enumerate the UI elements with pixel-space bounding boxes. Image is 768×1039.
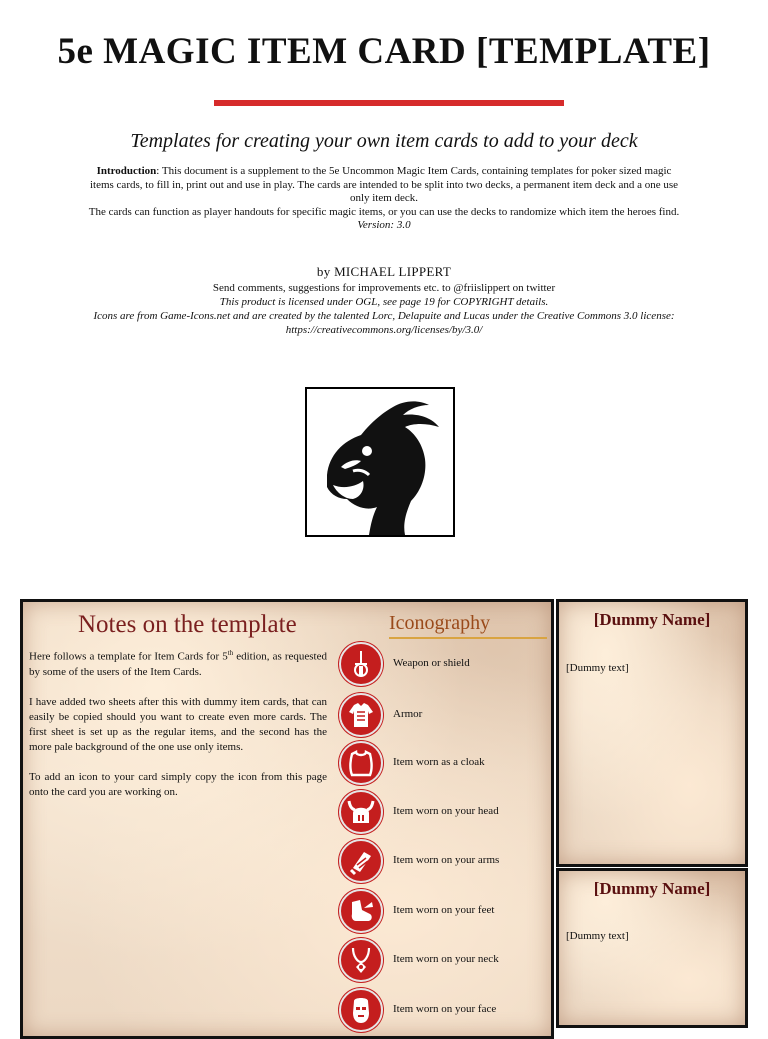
icon-label: Item worn on your arms — [393, 854, 500, 866]
icon-label: Armor — [393, 708, 423, 720]
card-name: [Dummy Name] — [593, 879, 711, 898]
sword-shield-icon — [339, 642, 383, 686]
icon-credit-line: Icons are from Game-Icons.net and are created by the talented Lorc, Delapuite and Lucas under the Creative Commons 3.0 license: https://creativecommons.org/licenses/by/3.0/ — [93, 310, 675, 336]
notes-p1-text: Here follows a template for Item Cards for 5 — [29, 650, 228, 663]
boot-icon — [339, 889, 383, 933]
icon-label: Item worn on your neck — [393, 953, 499, 965]
card-name: [Dummy Name] — [593, 610, 711, 629]
icon-row-weapon — [339, 642, 549, 688]
notes-body — [29, 646, 327, 815]
icon-row-head — [339, 790, 549, 836]
notes-heading: Notes on the template — [78, 611, 297, 638]
armor-icon — [339, 693, 383, 737]
title-divider — [214, 100, 564, 106]
icon-label: Item worn on your head — [393, 805, 499, 817]
iconography-heading: Iconography — [389, 612, 547, 639]
page-subtitle: Templates for creating your own item cards to add to your deck — [130, 130, 638, 152]
notes-p1-text-end: edition, as requested by some of the users of the Item Cards. — [29, 650, 327, 678]
notes-paragraph: To add an icon to your card simply copy the icon from this page onto the card you are working on. — [29, 770, 327, 798]
dummy-card — [556, 599, 748, 867]
intro-label: Introduction — [96, 165, 157, 177]
icon-row-face — [339, 988, 549, 1034]
necklace-icon — [339, 938, 383, 982]
icon-label: Item worn on your face — [393, 1003, 497, 1015]
notes-paragraph — [29, 646, 327, 680]
icon-row-cloak — [339, 741, 549, 787]
notes-panel — [20, 599, 554, 1039]
icon-label: Weapon or shield — [393, 657, 470, 669]
page-title: 5e MAGIC ITEM CARD [TEMPLATE] — [57, 31, 711, 72]
notes-paragraph: I have added two sheets after this with dummy item cards, that can easily be copied should you want to create even more cards. The first sheet is set up as the regular items, and the second has the more pale background of the one use only items. — [29, 695, 327, 753]
helmet-icon — [339, 790, 383, 834]
cloak-icon — [339, 741, 383, 785]
version-label: Version: 3.0 — [357, 219, 411, 232]
dummy-card — [556, 868, 748, 1028]
credits — [80, 281, 688, 337]
intro-text-2: The cards can function as player handouts for specific magic items, or you can use the decks to randomize which item the heroes find. — [88, 205, 680, 218]
contact-line: Send comments, suggestions for improvements etc. to @friislippert on twitter — [212, 282, 556, 294]
icon-row-arms — [339, 839, 549, 885]
card-text: [Dummy text] — [566, 930, 629, 942]
license-line: This product is licensed under OGL, see page 19 for COPYRIGHT details. — [219, 296, 549, 308]
author-byline: by MICHAEL LIPPERT — [316, 264, 452, 279]
icon-row-armor — [339, 693, 549, 739]
dragon-head-icon — [305, 387, 455, 537]
icon-row-neck — [339, 938, 549, 984]
card-text: [Dummy text] — [566, 662, 629, 674]
icon-label: Item worn as a cloak — [393, 756, 485, 768]
introduction — [86, 165, 682, 233]
intro-text-1: : This document is a supplement to the 5e Uncommon Magic Item Cards, containing templates for poker sized magic items cards, to fill in, print out and use in play. The cards are intended to be split into two decks, a permanent item deck and a one use only item deck. — [89, 165, 679, 205]
mask-icon — [339, 988, 383, 1032]
bracer-icon — [339, 839, 383, 883]
ordinal-suffix: th — [227, 649, 234, 657]
icon-row-feet — [339, 889, 549, 935]
icon-label: Item worn on your feet — [393, 904, 495, 916]
